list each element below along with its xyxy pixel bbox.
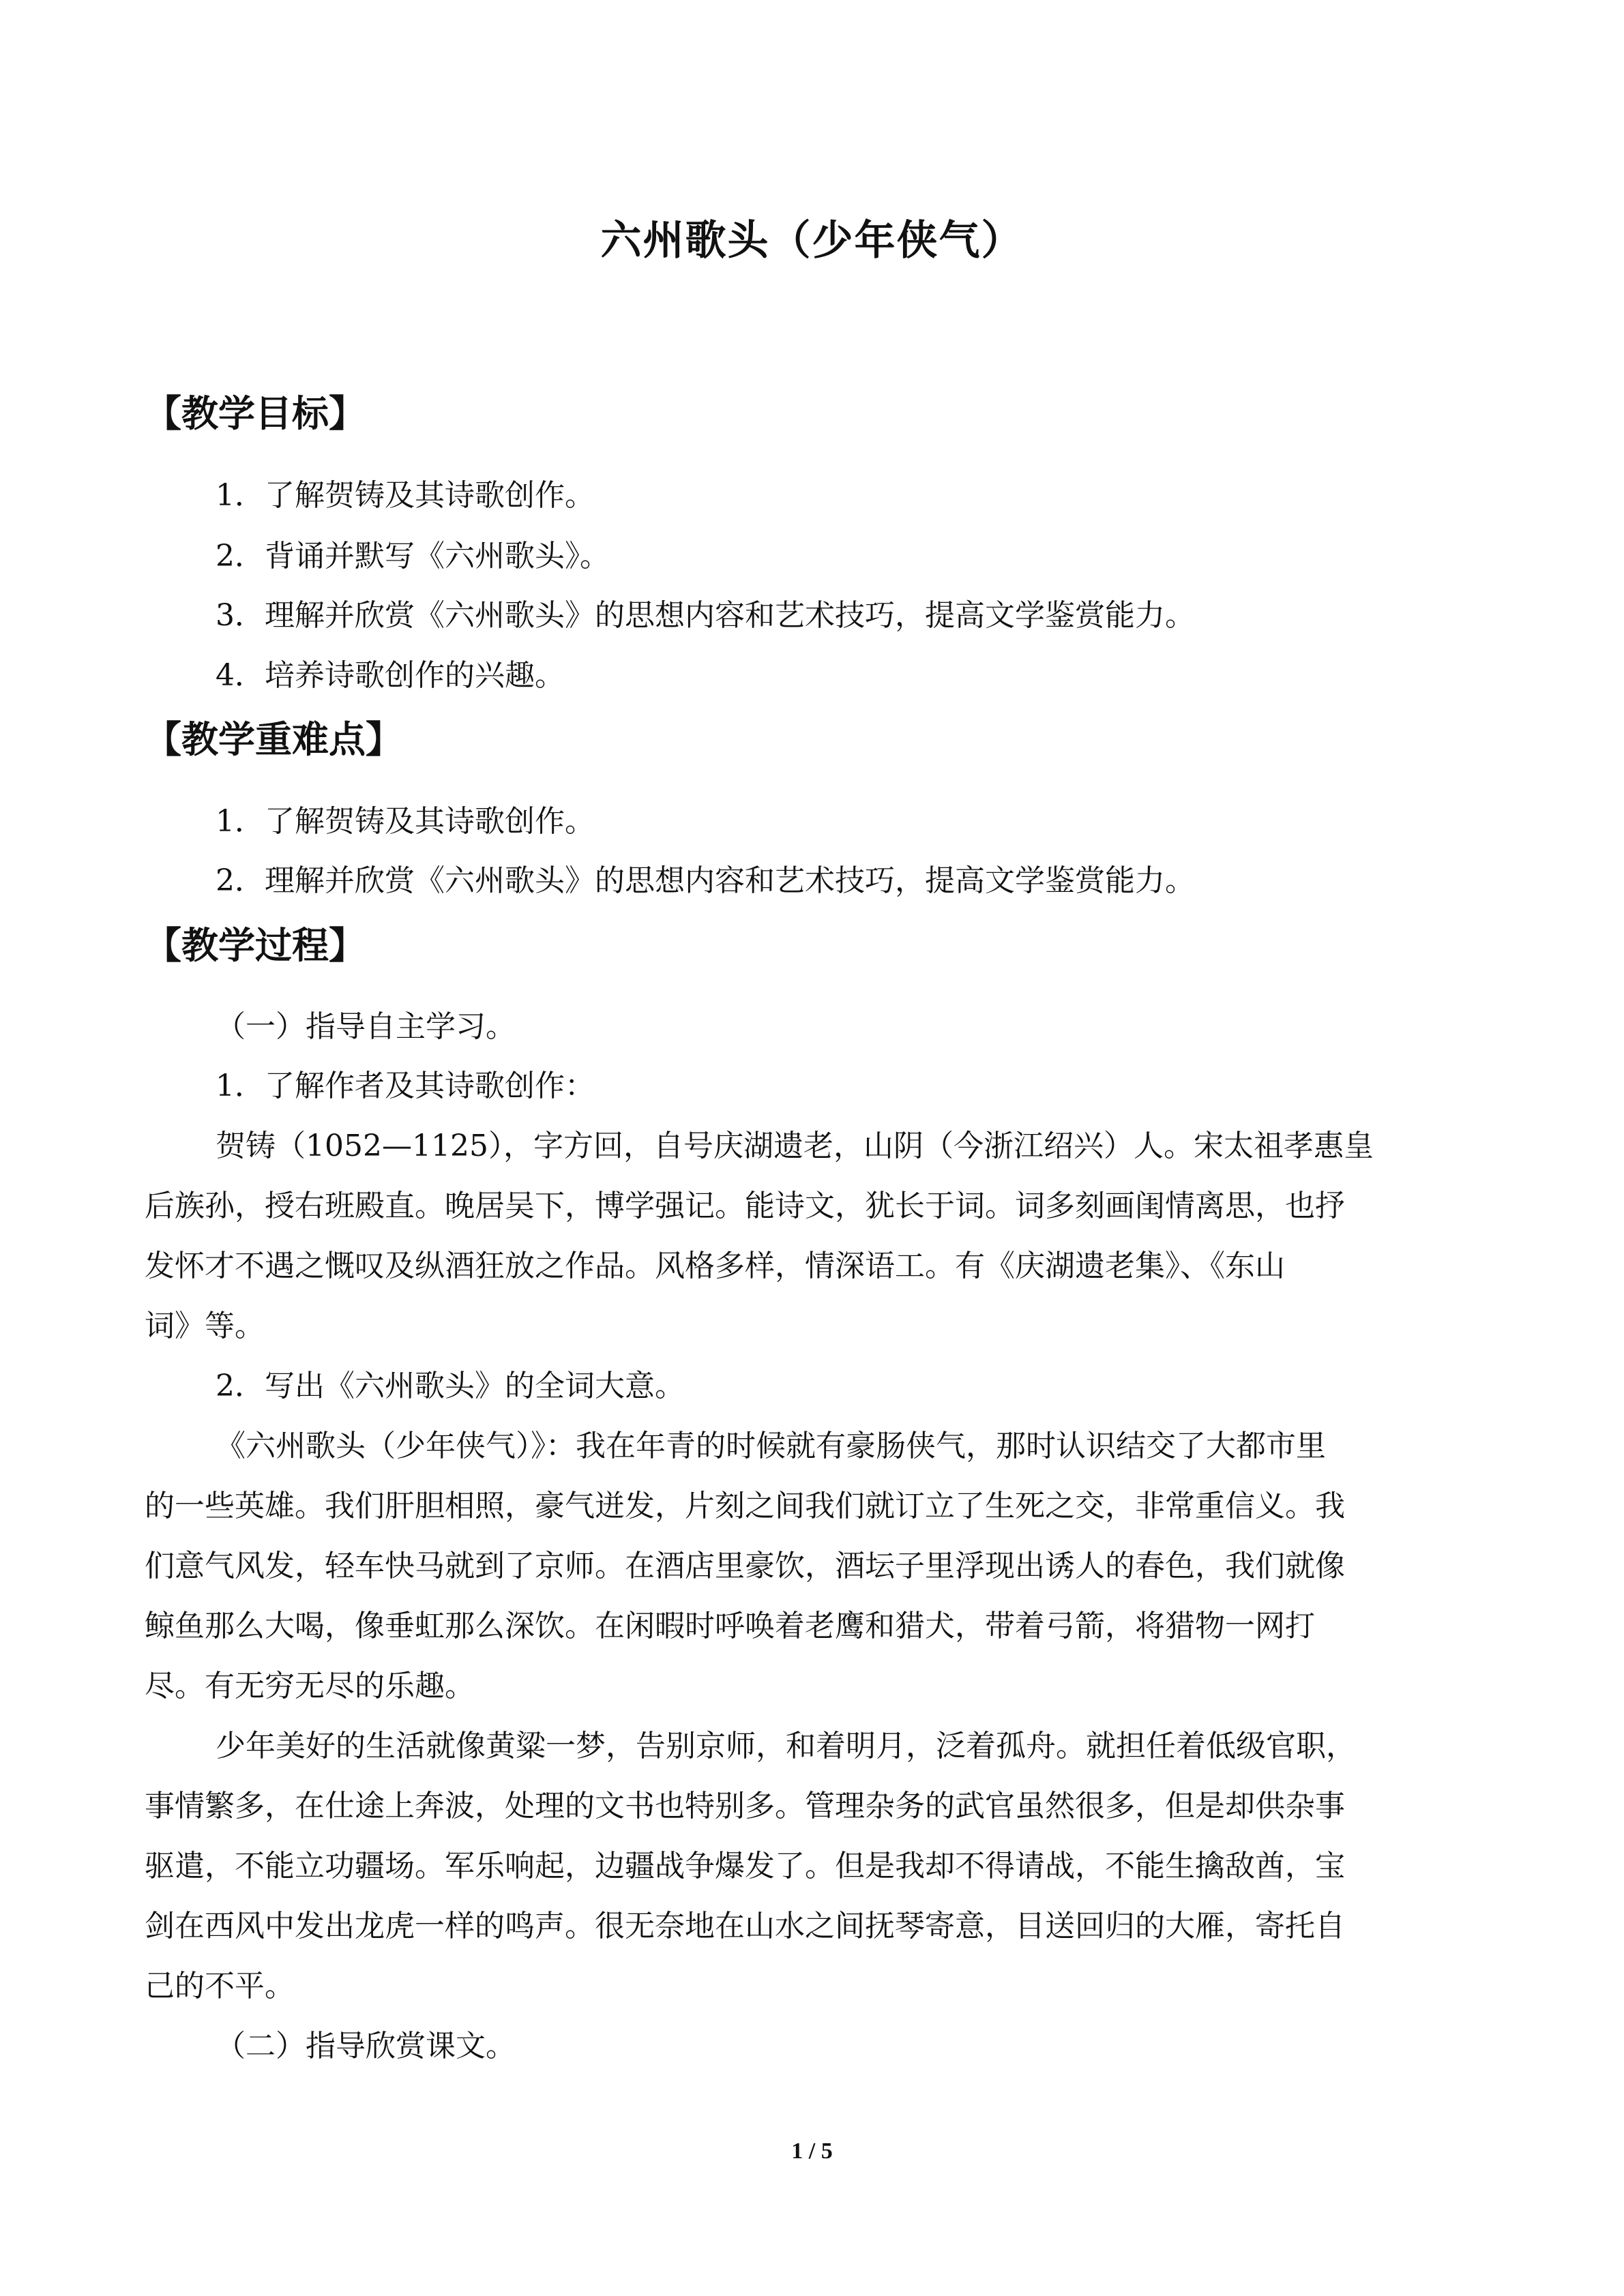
process-step: 2．写出《六州歌头》的全词大意。 — [216, 1369, 685, 1403]
paragraph-line: 后族孙，授右班殿直。晚居吴下，博学强记。能诗文，犹长于词。词多刻画闺情离思，也抒 — [145, 1189, 1345, 1223]
objective-item: 4．培养诗歌创作的兴趣。 — [216, 658, 565, 693]
key-point-item: 1．了解贺铸及其诗歌创作。 — [216, 804, 595, 839]
paragraph-line: 己的不平。 — [145, 1969, 295, 2003]
objective-item: 1．了解贺铸及其诗歌创作。 — [216, 478, 595, 513]
paragraph-line: 剑在西风中发出龙虎一样的鸣声。很无奈地在山水之间抚琴寄意，目送回归的大雁，寄托自 — [145, 1909, 1345, 1943]
paragraph-line: 们意气风发，轻车快马就到了京师。在酒店里豪饮，酒坛子里浮现出诱人的春色，我们就像 — [145, 1549, 1345, 1583]
paragraph-line: 的一些英雄。我们肝胆相照，豪气迸发，片刻之间我们就订立了生死之交，非常重信义。我 — [145, 1489, 1345, 1523]
section-heading-key-points: 【教学重难点】 — [145, 718, 402, 761]
paragraph-line: 贺铸（1052—1125），字方回，自号庆湖遗老，山阴（今浙江绍兴）人。宋太祖孝惠皇 — [216, 1129, 1374, 1163]
process-step: 1．了解作者及其诗歌创作： — [216, 1069, 595, 1103]
page-title: 六州歌头（少年侠气） — [600, 217, 1024, 265]
page-number: 1 / 5 — [791, 2138, 833, 2164]
paragraph-line: 词》等。 — [145, 1309, 265, 1343]
paragraph-line: 发怀才不遇之慨叹及纵酒狂放之作品。风格多样，情深语工。有《庆湖遗老集》、《东山 — [145, 1249, 1285, 1283]
section-heading-objectives: 【教学目标】 — [145, 392, 366, 435]
paragraph-line: 《六州歌头（少年侠气）》：我在年青的时候就有豪肠侠气，那时认识结交了大都市里 — [216, 1429, 1326, 1463]
process-subheading: （一）指导自主学习。 — [216, 1009, 516, 1044]
paragraph-line: 尽。有无穷无尽的乐趣。 — [145, 1669, 475, 1703]
paragraph-line: 鲸鱼那么大喝，像垂虹那么深饮。在闲暇时呼唤着老鹰和猎犬，带着弓箭，将猎物一网打 — [145, 1609, 1315, 1643]
process-subheading: （二）指导欣赏课文。 — [216, 2029, 516, 2063]
objective-item: 3．理解并欣赏《六州歌头》的思想内容和艺术技巧，提高文学鉴赏能力。 — [216, 598, 1195, 633]
section-heading-process: 【教学过程】 — [145, 924, 366, 967]
paragraph-line: 少年美好的生活就像黄粱一梦，告别京师，和着明月，泛着孤舟。就担任着低级官职， — [216, 1729, 1356, 1763]
paragraph-line: 事情繁多，在仕途上奔波，处理的文书也特别多。管理杂务的武官虽然很多，但是却供杂事 — [145, 1789, 1345, 1823]
paragraph-line: 驱遣，不能立功疆场。军乐响起，边疆战争爆发了。但是我却不得请战，不能生擒敌酋，宝 — [145, 1849, 1345, 1883]
objective-item: 2．背诵并默写《六州歌头》。 — [216, 539, 610, 573]
key-point-item: 2．理解并欣赏《六州歌头》的思想内容和艺术技巧，提高文学鉴赏能力。 — [216, 863, 1195, 898]
